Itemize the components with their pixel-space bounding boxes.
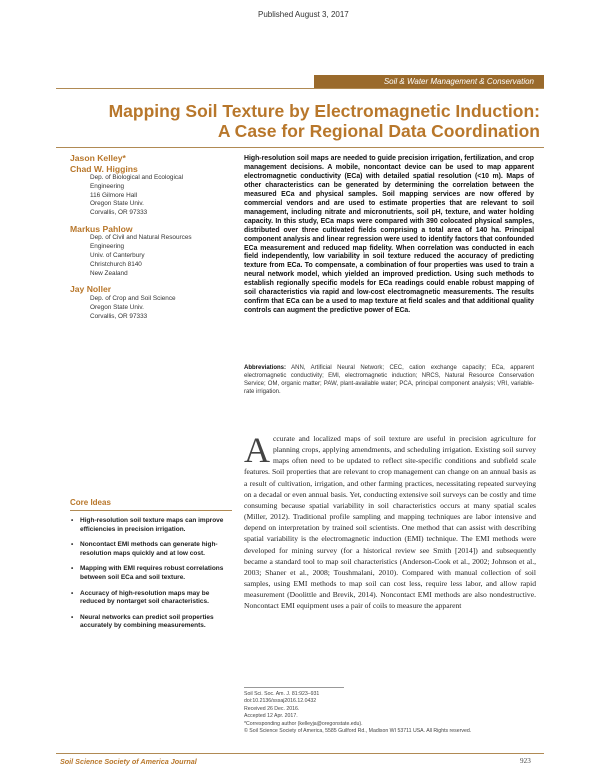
core-idea-item: • Neural networks can predict soil properties accurately by combining measurements. [70, 614, 232, 631]
core-ideas-divider [70, 510, 232, 511]
core-idea-item: • High-resolution soil texture maps can improve efficiencies in precision irrigation. [70, 517, 232, 534]
footer-divider [56, 753, 544, 754]
affiliation-line: Dep. of Civil and Natural Resources [90, 234, 192, 242]
affiliation-line: Dep. of Biological and Ecological [90, 174, 184, 181]
meta-line: © Soil Science Society of America, 5585 Guilford Rd., Madison WI 53711 USA. All Rights reserved. [244, 728, 472, 735]
author-list [70, 153, 240, 327]
affiliation-line: Corvallis, OR 97333 [90, 209, 148, 217]
core-ideas-box [70, 498, 232, 638]
author-name: Jason Kelley* [70, 153, 126, 163]
affiliation-line: Engineering [90, 182, 125, 190]
meta-line: Accepted 12 Apr. 2017. [244, 713, 298, 720]
author-block [70, 164, 240, 218]
core-ideas-list [70, 517, 232, 631]
author-block [70, 284, 240, 321]
author-block [70, 224, 240, 278]
affiliation-line: Engineering [90, 243, 125, 251]
section-divider [56, 88, 544, 89]
abstract: High-resolution soil maps are needed to guide precision irrigation, fertilization, and crop management decisions. A mobile, noncontact device can be used to map apparent electromagnetic conductivity (ECa) with detailed spatial resolution (<10 m). Maps of other characteristics can be generated by determining the correlation between the measured ECa and physical samples. Soil mapping services are now offered by commercial vendors and are used to estimate properties that are relevant to soil management, including nitrate and micronutrients, soil pH, texture, and water holding capacity. In this study, ECa maps were compared with 390 colocated physical samples, distributed over three cultivated fields comprising a total area of 140 ha. Principal component analysis and linear regression were used to identify factors that confounded ECa measurement and reduced map fidelity. When correlation was conducted in each field independently, low variability in soil texture reduced the accuracy of predicting texture from ECa. To compensate, a combination of four properties was used to train a neural network model, which yielded an improved prediction. Using such methods to establish regionally specific models for ECa readings could enable robust mapping of soil characteristics via rapid and low-cost electromagnetic measurements. The results confirm that ECa can be a used to map texture at field scales and that additional quality controls can augment the predictive power of ECa. [244, 155, 534, 315]
meta-line: Received 26 Dec. 2016. [244, 705, 300, 712]
affiliation-line: Univ. of Canterbury [90, 252, 145, 260]
abbreviations-text: ANN, Artificial Neural Network; CEC, cation exchange capacity; ECa, apparent electromagnetic conductivity; EMI, electromagnetic induction; NRCS, Natural Resource Conservation Service; OM, organic matter; PAW, plant-available water; PCA, principal component analysis; VRI, variable-rate irrigation. [244, 365, 534, 395]
meta-line: doi:10.2136/sssaj2016.12.0432 [244, 698, 317, 705]
affiliation-line: Corvallis, OR 97333 [90, 312, 148, 320]
author-name: Chad W. Higgins [70, 163, 138, 174]
meta-line: *Corresponding author (kelleyja@oregonstate.edu). [244, 720, 363, 727]
meta-divider [244, 687, 344, 688]
title-line-2: A Case for Regional Data Coordination [217, 121, 540, 141]
article-title [60, 101, 540, 141]
page-number: 923 [520, 757, 531, 765]
article-meta [244, 691, 536, 735]
affiliation-line: 116 Gilmore Hall [90, 191, 138, 199]
title-line-1: Mapping Soil Texture by Electromagnetic Induction: [108, 101, 540, 121]
affiliation-line: Christchurch 8140 [90, 260, 142, 268]
core-ideas-title: Core Ideas [70, 498, 111, 507]
published-date: Published August 3, 2017 [258, 10, 349, 19]
author-name: Jay Noller [70, 284, 112, 295]
title-divider [56, 147, 544, 148]
abbreviations-label: Abbreviations: [244, 365, 287, 371]
author-name: Markus Pahlow [70, 223, 133, 234]
drop-cap: A [244, 430, 270, 470]
meta-line: Soil Sci. Soc. Am. J. 81:923–931 [244, 691, 320, 697]
body-text [244, 430, 536, 612]
section-banner: Soil & Water Management & Conservation [314, 75, 544, 88]
core-idea-item: • Mapping with EMI requires robust correlations between soil ECa and soil texture. [70, 565, 232, 582]
affiliation-line: New Zealand [90, 269, 128, 277]
core-idea-item: • Accuracy of high-resolution maps may be reduced by nontarget soil characteristics. [70, 590, 232, 607]
affiliation-line: Dep. of Crop and Soil Science [90, 294, 176, 302]
affiliation-line: Oregon State Univ. [90, 303, 144, 311]
author-block [70, 153, 240, 164]
affiliation-line: Oregon State Univ. [90, 200, 144, 208]
abbreviations [244, 365, 534, 397]
core-idea-item: • Noncontact EMI methods can generate high-resolution maps quickly and at low cost. [70, 541, 232, 558]
body-paragraph: ccurate and localized maps of soil texture are useful in precision agriculture for planning crops, applying amendments, and scheduling irrigation. Existing soil survey maps often need to be updated to reflect site-specific conditions and subfield scale features. Soil properties that are relevant to crop management can change on an annual basis as a result of cultivation, irrigation, and other farming practices, necessitating repeated surveying on a decadal or even annual basis. Yet, conducting extensive soil surveys can be costly and time consuming because spatial variability in soil characteristics occurs at many spatial scales (Miller, 2012). Traditional profile sampling and mapping techniques are labor intensive and depend on interpretation by trained soil scientists. One method that can assist with describing spatial variability is the electromagnetic induction (EMI) technique. The EMI methods were developed for mining survey (for a historical review see Smith [2014]) and subsequently became a standard tool to map soil characteristics (Anderson-Cook et al., 2002; Johnson et al., 2003; Shaner et al., 2008; Toushmalani, 2010). Compared with manual collection of soil samples, using EMI methods to map soil can cost less, require less labor, and allow rapid measurement (Doolittle and Brevik, 2014). Noncontact EMI methods are also nondestructive. Noncontact EMI equipment uses a pair of coils to measure the apparent [244, 434, 536, 611]
journal-name: Soil Science Society of America Journal [60, 757, 197, 766]
